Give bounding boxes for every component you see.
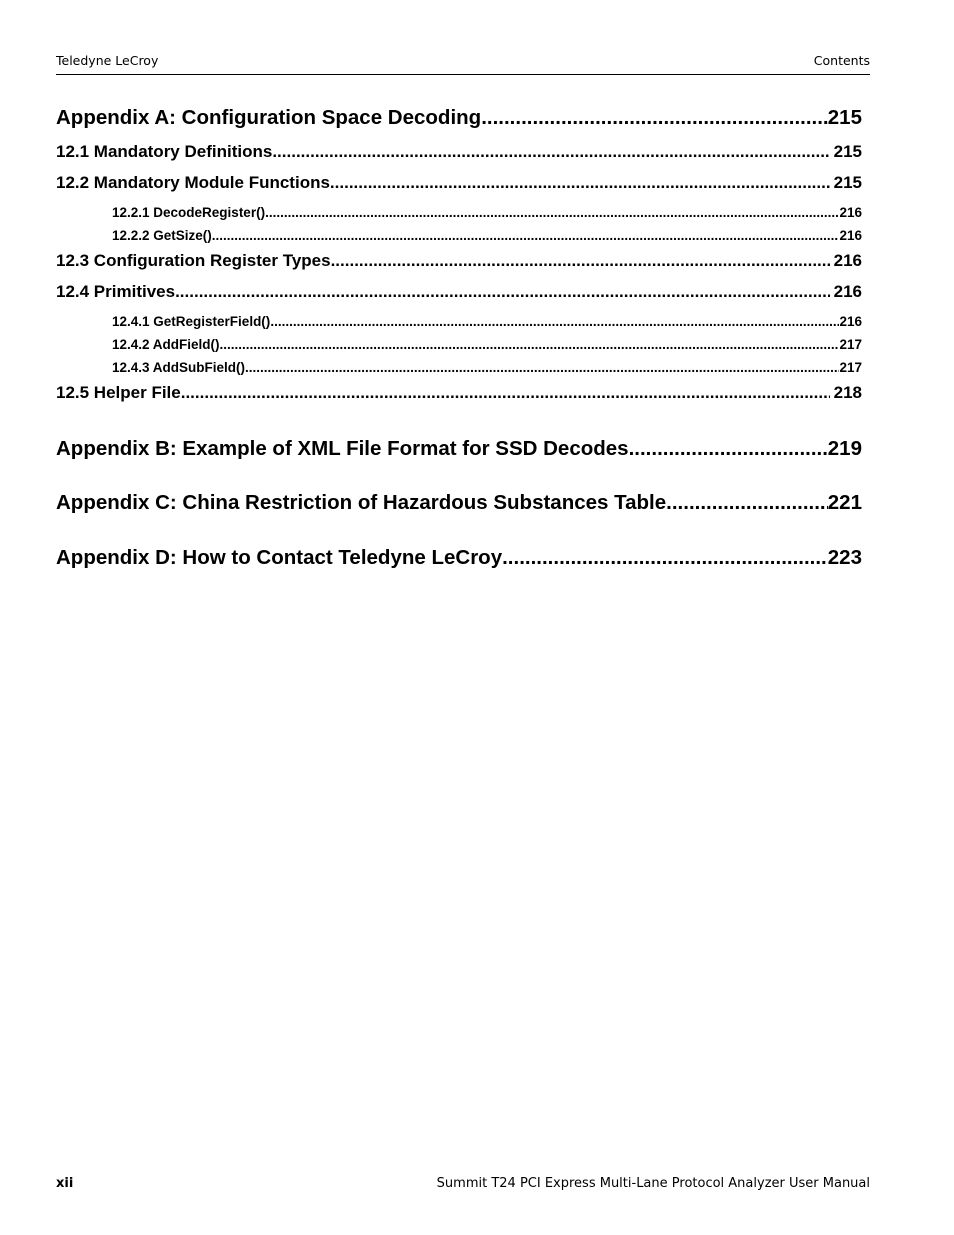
toc-leader-dots [220, 337, 840, 352]
toc-entry-page: 216 [839, 228, 862, 243]
toc-leader-dots [502, 546, 828, 570]
toc-leader-dots [481, 106, 828, 130]
toc-entry-title: Appendix B: Example of XML File Format for SSD Decodes [56, 437, 629, 460]
toc-entry-title: Appendix C: China Restriction of Hazardous Substances Table [56, 491, 667, 514]
toc-entry-page: 216 [839, 205, 862, 220]
toc-entry-title: Appendix A: Configuration Space Decoding [56, 106, 482, 129]
toc-entry-page: 219 [827, 437, 862, 460]
toc-leader-dots [175, 282, 830, 302]
toc-entry-12-2[interactable] [56, 173, 862, 197]
toc-entry-page: 216 [833, 282, 862, 301]
toc-entry-12-4[interactable] [56, 282, 862, 306]
toc-entry-title: 12.3 Configuration Register Types [56, 251, 331, 270]
toc-entry-title: 12.2.1 DecodeRegister() [112, 205, 266, 220]
toc-entry-12-1[interactable] [56, 142, 862, 166]
footer-page-number: xii [56, 1176, 74, 1191]
toc-leader-dots [245, 360, 839, 375]
toc-entry-appendix-a[interactable] [56, 106, 862, 134]
toc-leader-dots [330, 173, 830, 193]
toc-leader-dots [666, 491, 828, 515]
toc-entry-page: 217 [839, 360, 862, 375]
toc-entry-12-5[interactable] [56, 383, 862, 407]
toc-entry-page: 216 [839, 314, 862, 329]
footer-manual-title: Summit T24 PCI Express Multi-Lane Protocol Analyzer User Manual [436, 1176, 870, 1191]
toc-entry-title: 12.1 Mandatory Definitions [56, 142, 273, 161]
toc-entry-page: 216 [833, 251, 862, 270]
toc-entry-page: 223 [827, 546, 862, 569]
toc-entry-page: 215 [833, 142, 862, 161]
toc-entry-title: 12.2.2 GetSize() [112, 228, 212, 243]
toc-entry-12-3[interactable] [56, 251, 862, 275]
toc-entry-12-4-1[interactable] [112, 314, 862, 333]
toc-entry-title: 12.4.1 GetRegisterField() [112, 314, 271, 329]
toc-entry-page: 217 [839, 337, 862, 352]
toc-entry-title: 12.2 Mandatory Module Functions [56, 173, 330, 192]
toc-entry-page: 218 [833, 383, 862, 402]
toc-leader-dots [265, 205, 839, 220]
toc-leader-dots [270, 314, 839, 329]
toc-entry-12-4-3[interactable] [112, 360, 862, 379]
header-company: Teledyne LeCroy [56, 53, 159, 68]
toc-entry-appendix-d[interactable] [56, 546, 862, 574]
toc-entry-appendix-b[interactable] [56, 437, 862, 465]
toc-leader-dots [331, 251, 830, 271]
toc-entry-appendix-c[interactable] [56, 491, 862, 519]
toc-leader-dots [212, 228, 840, 243]
toc-entry-12-4-2[interactable] [112, 337, 862, 356]
toc-leader-dots [272, 142, 829, 162]
toc-entry-12-2-2[interactable] [112, 228, 862, 247]
header-section: Contents [813, 53, 870, 68]
toc-entry-title: 12.4.2 AddField() [112, 337, 220, 352]
toc-entry-page: 215 [833, 173, 862, 192]
toc-entry-12-2-1[interactable] [112, 205, 862, 224]
toc-entry-page: 221 [827, 491, 862, 514]
toc-leader-dots [629, 437, 828, 461]
toc-entry-title: 12.4.3 AddSubField() [112, 360, 246, 375]
page-header [56, 52, 870, 75]
toc-entry-page: 215 [827, 106, 862, 129]
toc-entry-title: 12.4 Primitives [56, 282, 176, 301]
toc-entry-title: Appendix D: How to Contact Teledyne LeCroy [56, 546, 503, 569]
toc-entry-title: 12.5 Helper File [56, 383, 181, 402]
toc-leader-dots [181, 383, 830, 403]
